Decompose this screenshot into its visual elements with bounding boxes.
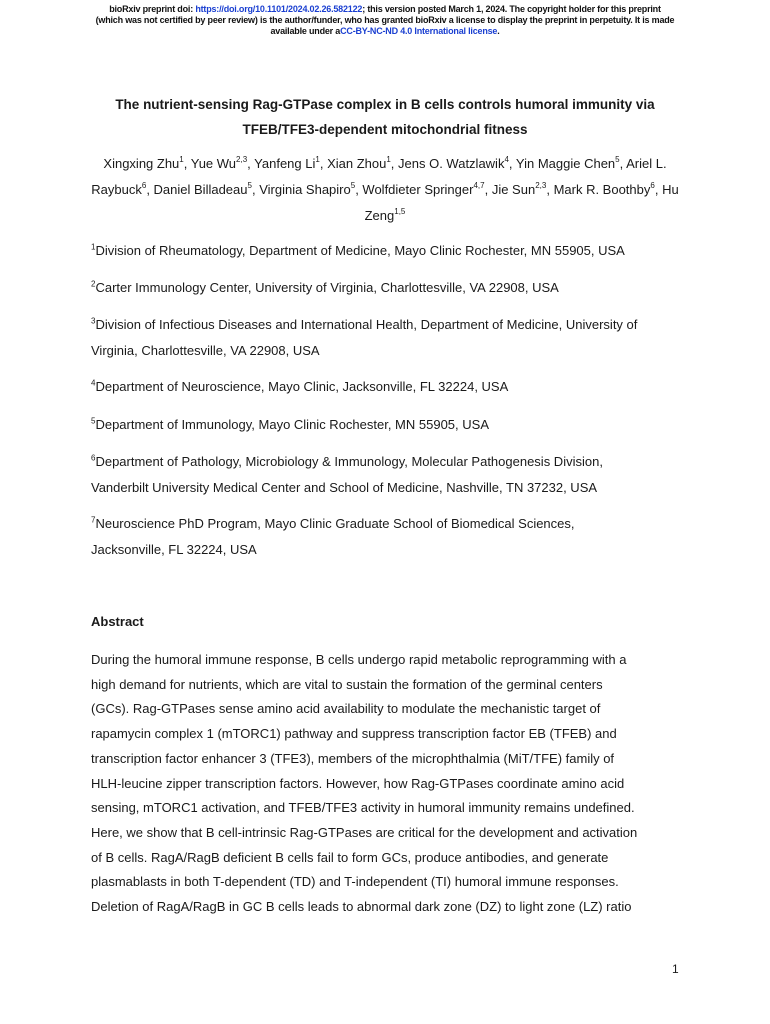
author [516,156,620,171]
affiliation-marker: 1 [91,242,96,252]
affiliation-marker: 6 [91,453,96,463]
author-name: Daniel Billadeau [153,182,248,197]
author-list: Xingxing Zhu$^1$, Yue Wu$^{2,3}$, Yanfeng Li$^1$, Xian Zhou$^1$, Jens O. Watzlawik$^4$, Yin Maggie Chen$^5$, Ariel L. Raybuck$^6$, Daniel Billadeau$^5$, Virginia Shapiro$^5$, Wolfdieter Springer$^{4,7}$, Jie Sun$^{2,3}$, Mark R. Boothby$^6$, Hu Zeng$^{1,5}$ [91,154,679,223]
author-name: Mark R. Boothby [553,182,651,197]
author [259,182,355,197]
author-name: Virginia Shapiro [259,182,351,197]
affiliation-text: Division of Infectious Diseases and International Health, Department of Medicine, University of [95,317,638,332]
author-affiliation-marker: 2,3 [535,180,547,190]
author-affiliation-marker: 1 [315,154,320,164]
author-affiliation-marker: 4,7 [473,180,485,190]
author [492,182,547,197]
author-name: Yanfeng Li [254,156,316,171]
affiliation-text: Neuroscience PhD Program, Mayo Clinic Graduate School of Biomedical Sciences, [95,516,575,531]
author [254,156,320,171]
abstract-heading: Abstract [91,614,144,629]
author-affiliation-marker: 2,3 [236,154,248,164]
abstract-line: HLH-leucine zipper transcription factors. However, how Rag-GTPases coordinate amino acid [91,775,625,791]
author-affiliation-marker: 5 [350,180,356,190]
author-name: Wolfdieter Springer [362,182,474,197]
author-name: Xingxing Zhu [103,156,180,171]
affiliation-6 [91,449,691,500]
abstract-line: of B cells. RagA/RagB deficient B cells fail to form GCs, produce antibodies, and generate [91,849,609,865]
author-affiliation-marker: 1,5 [394,206,406,216]
affiliation-2 [91,275,691,301]
paper-title [60,92,710,142]
banner-copyright-text: ; this version posted March 1, 2024. The copyright holder for this preprint [362,4,661,14]
affiliation-text: Jacksonville, FL 32224, USA [91,541,257,557]
author-name: Hu Zeng [364,182,679,223]
author-name: Jens O. Watzlawik [398,156,505,171]
affiliation-text: Carter Immunology Center, University of Virginia, Charlottesville, VA 22908, USA [95,280,559,295]
author-affiliation-marker: 1 [179,154,184,164]
author [362,182,484,197]
author-affiliation-marker: 6 [141,180,147,190]
abstract-line: (GCs). Rag-GTPases sense amino acid availability to modulate the mechanistic target of [91,701,601,717]
author [154,182,252,197]
author-name: Yue Wu [190,156,237,171]
author [191,156,247,171]
affiliation-marker: 5 [91,416,96,426]
affiliation-text: Virginia, Charlottesville, VA 22908, USA [91,342,320,358]
affiliation-text: Department of Pathology, Microbiology & Immunology, Molecular Pathogenesis Division, [95,454,603,469]
author-name: Yin Maggie Chen [515,156,616,171]
author [103,156,183,171]
author [554,182,655,197]
affiliation-marker: 7 [91,515,96,525]
affiliation-marker: 3 [91,316,96,326]
affiliation-4 [91,374,691,400]
title-line-1: The nutrient-sensing Rag-GTPase complex in B cells controls humoral immunity via [115,97,655,112]
affiliation-3 [91,312,691,363]
banner-line-1 [40,4,730,15]
affiliation-marker: 4 [91,378,96,388]
abstract-body [91,648,681,920]
abstract-line: rapamycin complex 1 (mTORC1) pathway and suppress transcription factor EB (TFEB) and [91,726,617,742]
author-affiliation-marker: 5 [247,180,252,190]
author-affiliation-marker: 1 [386,154,391,164]
page-number: 1 [672,962,679,976]
affiliation-1 [91,238,691,264]
affiliation-text: Department of Neuroscience, Mayo Clinic, Jacksonville, FL 32224, USA [95,379,509,394]
doi-link[interactable]: https://doi.org/10.1101/2024.02.26.582122 [195,4,363,14]
abstract-line: During the humoral immune response, B cells undergo rapid metabolic reprogramming with a [91,652,627,667]
author-name: Jie Sun [491,182,536,197]
author [327,156,391,171]
author-affiliation-marker: 6 [650,180,655,190]
affiliation-marker: 2 [91,279,96,289]
banner-license-prefix: available under a [270,26,341,36]
author [398,156,509,171]
banner-doi-prefix: bioRxiv preprint doi: [109,4,196,14]
abstract-line: high demand for nutrients, which are vital to sustain the formation of the germinal centers [91,676,603,692]
author-affiliation-marker: 5 [615,154,620,164]
affiliation-5 [91,412,691,438]
affiliation-text: Division of Rheumatology, Department of Medicine, Mayo Clinic Rochester, MN 55905, USA [95,243,625,258]
affiliation-7 [91,511,691,562]
author-name: Ariel L. Raybuck [91,156,667,197]
title-line-2: TFEB/TFE3-dependent mitochondrial fitness [242,122,528,137]
biorxiv-banner [40,4,730,37]
abstract-line: sensing, mTORC1 activation, and TFEB/TFE3 activity in humoral immunity remains undefined. [91,800,635,816]
banner-line-3 [40,26,730,37]
abstract-line: transcription factor enhancer 3 (TFE3), members of the microphthalmia (MiT/TFE) family of [91,750,615,766]
author-name: Xian Zhou [327,156,387,171]
abstract-line: plasmablasts in both T-dependent (TD) and T-independent (TI) humoral immune responses. [91,874,619,890]
banner-license-suffix: . [497,26,500,36]
banner-line-2: (which was not certified by peer review) is the author/funder, who has granted bioRxiv a license to display the preprint in perpetuity. It is made [95,15,675,25]
author-affiliation-marker: 4 [504,154,509,164]
affiliation-text: Vanderbilt University Medical Center and School of Medicine, Nashville, TN 37232, USA [91,479,598,495]
affiliation-text: Department of Immunology, Mayo Clinic Rochester, MN 55905, USA [95,417,489,432]
license-link[interactable]: CC-BY-NC-ND 4.0 International license [340,26,498,36]
abstract-line: Here, we show that B cell-intrinsic Rag-GTPases are critical for the development and activation [91,824,638,840]
abstract-line: Deletion of RagA/RagB in GC B cells leads to abnormal dark zone (DZ) to light zone (LZ) ratio [91,899,632,915]
